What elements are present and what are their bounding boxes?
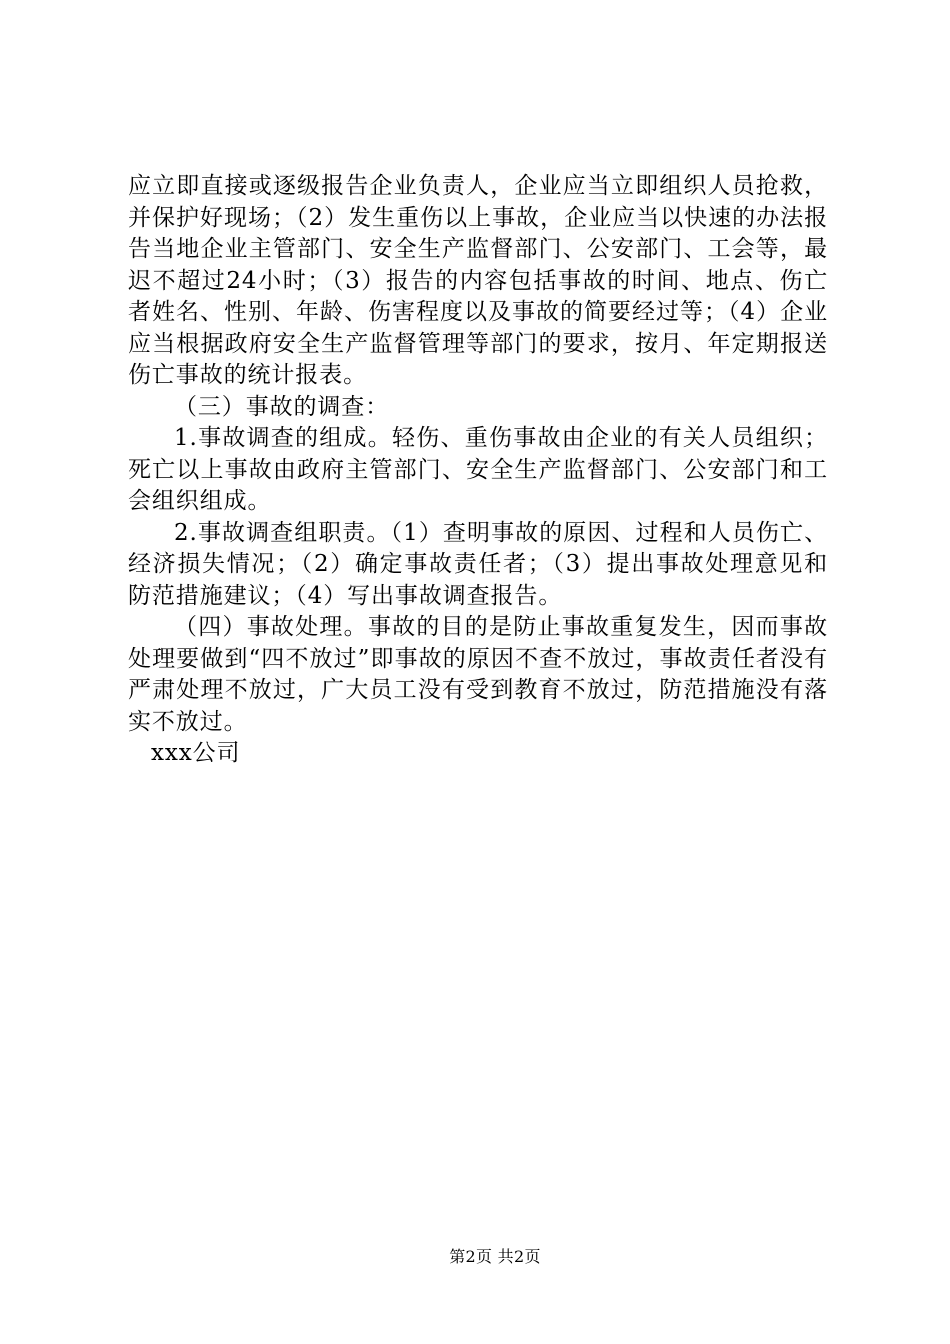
heading-accident-investigation: （三）事故的调查： <box>174 393 390 420</box>
company-signature: xxx公司 <box>151 740 241 766</box>
paragraph-accident-handling: （四）事故处理。事故的目的是防止事故重复发生，因而事故处理要做到“四不放过”即事故的原因不查不放过，事故责任者没有严肃处理不放过，广大员工没有受到教育不放过，防范措施没有落实不放过。 <box>128 614 828 735</box>
paragraph-accident-reporting: 应立即直接或逐级报告企业负责人，企业应当立即组织人员抢救，并保护好现场；（2）发生重伤以上事故，企业应当以快速的办法报告当地企业主管部门、安全生产监督部门、公安部门、工会等，最迟不超过24小时；（3）报告的内容包括事故的时间、地点、伤亡者姓名、性别、年龄、伤害程度以及事故的简要经过等；（4）企业应当根据政府安全生产监督管理等部门的要求，按月、年定期报送伤亡事故的统计报表。 <box>128 173 828 388</box>
page-footer: 第2页 共2页 <box>449 1247 541 1266</box>
paragraph-investigation-composition: 1.事故调查的组成。轻伤、重伤事故由企业的有关人员组织；死亡以上事故由政府主管部门、安全生产监督部门、公安部门和工会组织组成。 <box>128 425 828 514</box>
paragraph-investigation-duties: 2.事故调查组职责。（1）查明事故的原因、过程和人员伤亡、经济损失情况；（2）确定事故责任者；（3）提出事故处理意见和防范措施建议；（4）写出事故调查报告。 <box>128 519 828 609</box>
document-body <box>128 171 828 770</box>
